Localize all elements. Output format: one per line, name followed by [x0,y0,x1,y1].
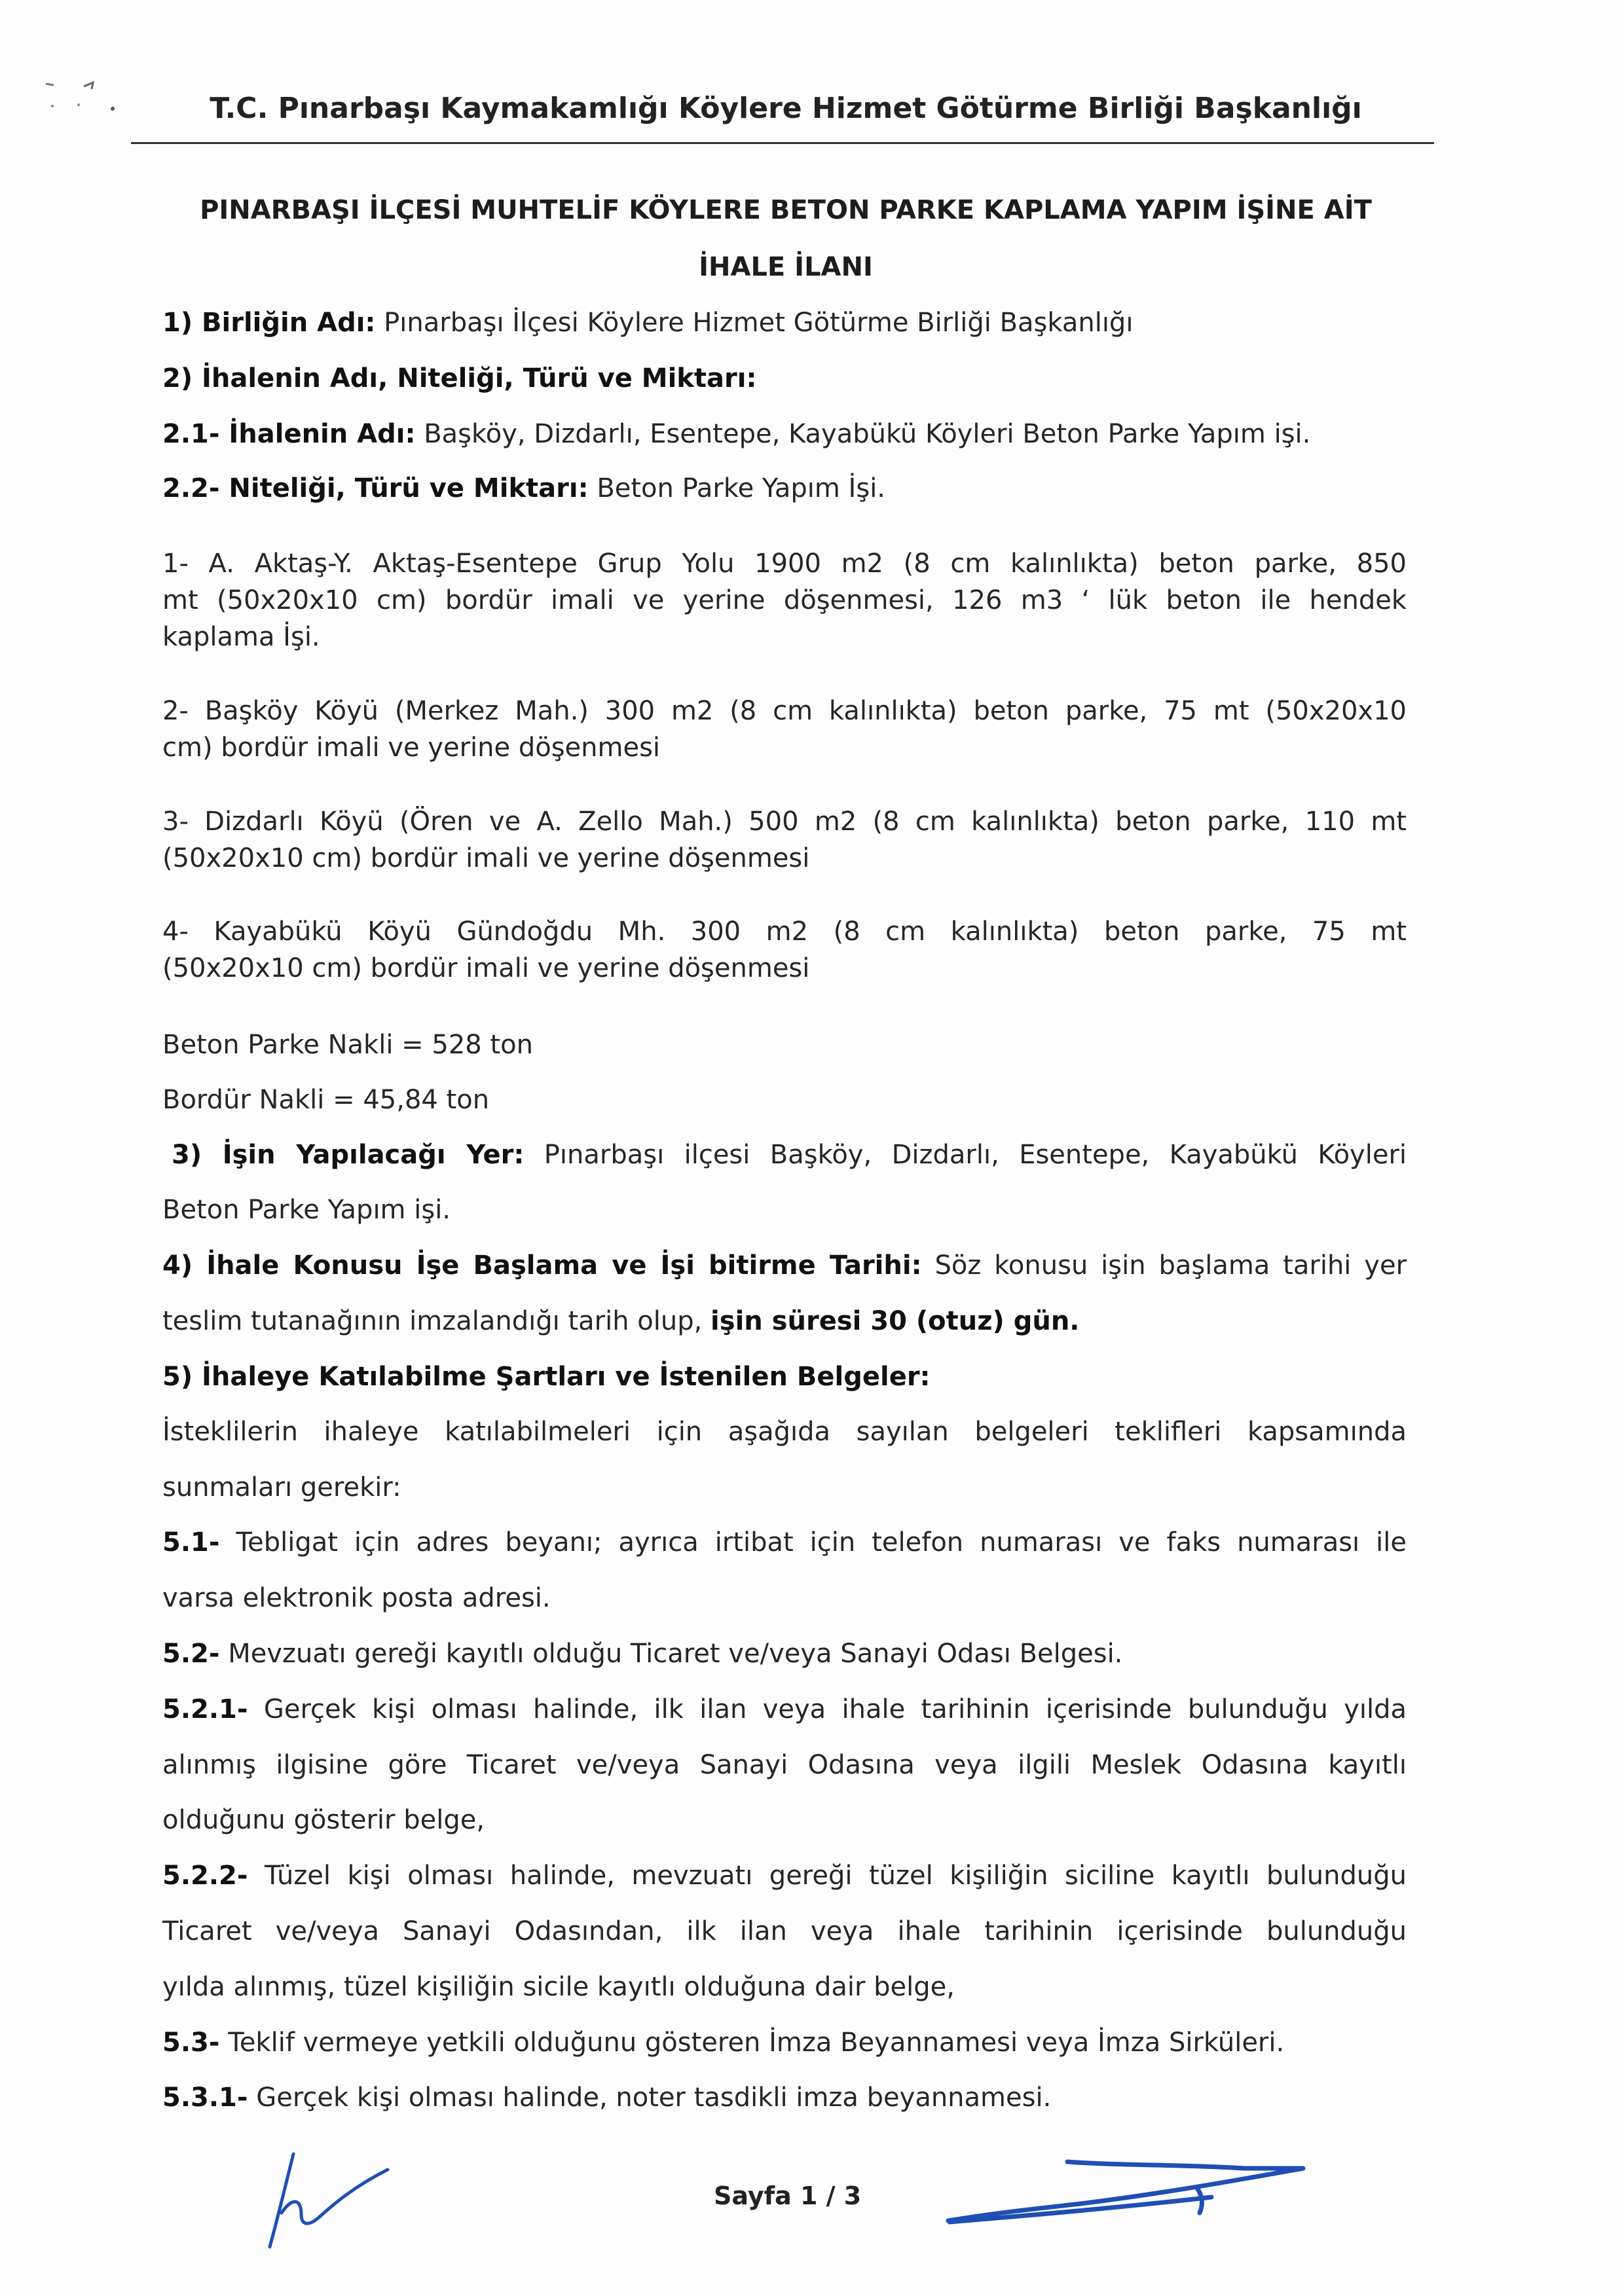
section-1-label: 1) Birliğin Adı: [162,308,376,338]
section-5-1-label: 5.1- [162,1527,220,1558]
document-title-line2: İHALE İLANI [699,252,873,282]
item-3-line-1: 3- Dizdarlı Köyü (Ören ve A. Zello Mah.) 500 m2 (8 cm kalınlıkta) beton parke, 110 mt [162,807,1407,837]
section-5-2-2 [162,1861,1407,1891]
item-1-line-3: kaplama İşi. [162,622,320,652]
section-4-duration: işin süresi 30 (otuz) gün. [710,1306,1080,1336]
section-2-label: 2) İhalenin Adı, Niteliği, Türü ve Miktarı: [162,363,757,393]
section-4-value: Söz konusu işin başlama tarihi yer [934,1250,1407,1281]
section-5-2-2-value: Tüzel kişi olması halinde, mevzuatı gereği tüzel kişiliğin siciline kayıtlı bulunduğu [265,1861,1407,1891]
section-5-3-1 [162,2083,1407,2113]
section-3 [172,1140,1407,1170]
section-5-label: 5) İhaleye Katılabilme Şartları ve İstenilen Belgeler: [162,1362,931,1392]
document-title-line1: PINARBAŞI İLÇESİ MUHTELİF KÖYLERE BETON PARKE KAPLAMA YAPIM İŞİNE AİT [200,195,1372,225]
section-5-2-1-value: Gerçek kişi olması halinde, ilk ilan veya ihale tarihinin içerisinde bulunduğu yılda [263,1694,1407,1724]
section-3-cont: Beton Parke Yapım işi. [162,1195,451,1225]
section-2-1-value: Başköy, Dizdarlı, Esentepe, Kayabükü Köyleri Beton Parke Yapım işi. [424,419,1311,449]
section-5-1 [162,1527,1407,1558]
section-5-1-value: Tebligat için adres beyanı; ayrıca irtibat için telefon numarası ve faks numarası ile [236,1527,1407,1558]
section-5-2-1-cont-1: alınmış ilgisine göre Ticaret ve/veya Sanayi Odasına veya ilgili Meslek Odasına kayıtlı [162,1750,1407,1780]
item-2-line-2: cm) bordür imali ve yerine döşenmesi [162,733,661,763]
section-1-value: Pınarbaşı İlçesi Köylere Hizmet Götürme Birliği Başkanlığı [384,308,1134,338]
signature-right [936,2147,1316,2232]
scan-artifact-marks [39,79,131,124]
section-2-1 [162,419,1407,449]
section-5-2 [162,1639,1407,1669]
section-5-text-2: sunmaları gerekir: [162,1472,401,1503]
section-2-2 [162,473,1407,503]
section-5-3 [162,2028,1407,2058]
section-5-2-2-label: 5.2.2- [162,1861,248,1891]
section-2-1-label: 2.1- İhalenin Adı: [162,419,416,449]
section-2-2-value: Beton Parke Yapım İşi. [597,473,886,503]
section-5-3-1-label: 5.3.1- [162,2083,248,2113]
section-5-2-label: 5.2- [162,1639,220,1669]
item-3-line-2: (50x20x10 cm) bordür imali ve yerine döşenmesi [162,843,810,873]
section-5-2-value: Mevzuatı gereği kayıtlı olduğu Ticaret ve/veya Sanayi Odası Belgesi. [228,1639,1123,1669]
section-5-text-1: İsteklilerin ihaleye katılabilmeleri için aşağıda sayılan belgeleri teklifleri kapsamında [162,1417,1407,1447]
header-rule [131,142,1434,144]
section-5-2-1 [162,1694,1407,1724]
item-1-line-2: mt (50x20x10 cm) bordür imali ve yerine döşenmesi, 126 m3 ‘ lük beton ile hendek [162,585,1407,615]
section-4-label: 4) İhale Konusu İşe Başlama ve İşi bitirme Tarihi: [162,1250,922,1281]
section-2-2-label: 2.2- Niteliği, Türü ve Miktarı: [162,473,589,503]
section-5-1-cont: varsa elektronik posta adresi. [162,1583,551,1613]
item-1-line-1: 1- A. Aktaş-Y. Aktaş-Esentepe Grup Yolu 1900 m2 (8 cm kalınlıkta) beton parke, 850 [162,549,1407,579]
item-4-line-1: 4- Kayabükü Köyü Gündoğdu Mh. 300 m2 (8 cm kalınlıkta) beton parke, 75 mt [162,917,1407,947]
item-2-line-1: 2- Başköy Köyü (Merkez Mah.) 300 m2 (8 cm kalınlıkta) beton parke, 75 mt (50x20x10 [162,696,1407,726]
section-5-3-1-value: Gerçek kişi olması halinde, noter tasdikli imza beyannamesi. [256,2083,1052,2113]
section-5-3-label: 5.3- [162,2028,220,2058]
transport-parke: Beton Parke Nakli = 528 ton [162,1030,533,1060]
transport-bordur: Bordür Nakli = 45,84 ton [162,1085,490,1115]
section-5-2-1-label: 5.2.1- [162,1694,248,1724]
header-title: T.C. Pınarbaşı Kaymakamlığı Köylere Hizmet Götürme Birliği Başkanlığı [210,92,1362,125]
section-5-2-2-cont-2: yılda alınmış, tüzel kişiliğin sicile kayıtlı olduğuna dair belge, [162,1972,955,2002]
item-4-line-2: (50x20x10 cm) bordür imali ve yerine döşenmesi [162,953,810,983]
section-5-2-2-cont-1: Ticaret ve/veya Sanayi Odasından, ilk ilan veya ihale tarihinin içerisinde bulunduğu [162,1916,1407,1946]
section-5-3-value: Teklif vermeye yetkili olduğunu gösteren İmza Beyannamesi veya İmza Sirküleri. [228,2028,1285,2058]
section-5-2-1-cont-2: olduğunu gösterir belge, [162,1805,485,1835]
section-4-cont-text: teslim tutanağının imzalandığı tarih olup, [162,1306,703,1336]
section-4-cont [162,1306,1407,1336]
section-2 [162,363,1407,393]
section-4 [162,1250,1407,1281]
section-3-label: 3) İşin Yapılacağı Yer: [172,1140,525,1170]
section-5 [162,1362,1407,1392]
section-1 [162,308,1407,338]
section-3-value: Pınarbaşı ilçesi Başköy, Dizdarlı, Esentepe, Kayabükü Köyleri [544,1140,1407,1170]
page-number: Sayfa 1 / 3 [714,2181,862,2210]
signature-left [255,2141,413,2259]
